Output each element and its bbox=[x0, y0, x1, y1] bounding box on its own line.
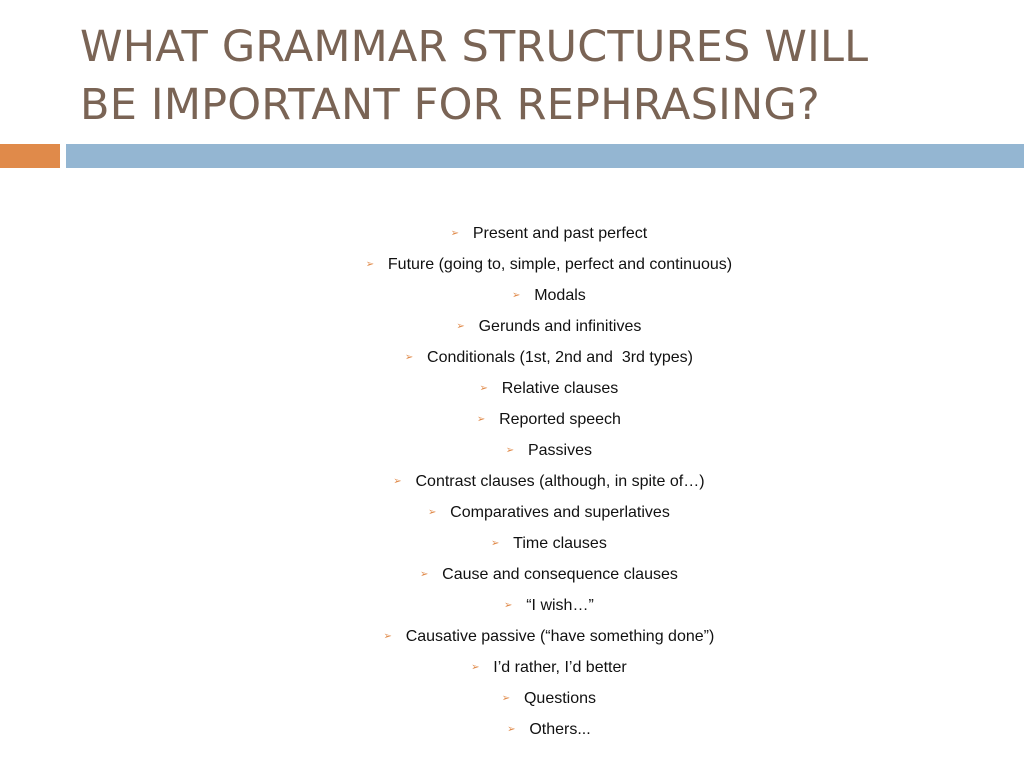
list-item bbox=[60, 404, 1024, 435]
list-item bbox=[60, 528, 1024, 559]
list-item bbox=[60, 683, 1024, 714]
list-item bbox=[60, 280, 1024, 311]
list-item-text: Present and past perfect bbox=[472, 224, 648, 242]
arrowhead-bullet-icon: ➢ bbox=[505, 444, 515, 456]
list-item-text: Questions bbox=[523, 689, 597, 707]
list-item bbox=[60, 497, 1024, 528]
arrowhead-bullet-icon: ➢ bbox=[383, 630, 392, 642]
list-item-text: Passives bbox=[527, 441, 593, 459]
list-item bbox=[60, 373, 1024, 404]
grammar-structures-list bbox=[60, 218, 1024, 745]
list-item-text: Reported speech bbox=[499, 410, 621, 428]
list-item bbox=[60, 435, 1024, 466]
arrowhead-bullet-icon: ➢ bbox=[471, 661, 480, 673]
list-item-text: Time clauses bbox=[513, 534, 607, 552]
list-item-text: Others... bbox=[529, 720, 591, 738]
list-item-text: Comparatives and superlatives bbox=[450, 503, 670, 521]
list-item-text: Gerunds and infinitives bbox=[478, 317, 642, 335]
arrowhead-bullet-icon: ➢ bbox=[427, 506, 437, 518]
arrowhead-bullet-icon: ➢ bbox=[450, 227, 460, 239]
arrowhead-bullet-icon: ➢ bbox=[393, 475, 402, 487]
list-item bbox=[60, 249, 1024, 280]
slide-title-line-1: WHAT GRAMMAR STRUCTURES WILL bbox=[80, 22, 869, 72]
arrowhead-bullet-icon: ➢ bbox=[456, 320, 465, 332]
slide-title bbox=[80, 18, 1000, 134]
list-item-text: Future (going to, simple, perfect and continuous) bbox=[387, 255, 733, 273]
arrowhead-bullet-icon: ➢ bbox=[365, 258, 375, 270]
arrowhead-bullet-icon: ➢ bbox=[479, 382, 488, 394]
accent-bar-orange bbox=[0, 144, 60, 168]
arrowhead-bullet-icon: ➢ bbox=[507, 723, 516, 735]
list-item bbox=[60, 342, 1024, 373]
list-item bbox=[60, 466, 1024, 497]
list-item bbox=[60, 218, 1024, 249]
arrowhead-bullet-icon: ➢ bbox=[419, 568, 429, 580]
list-item bbox=[60, 652, 1024, 683]
list-item bbox=[60, 714, 1024, 745]
list-item-text: Modals bbox=[534, 286, 586, 304]
list-item-text: Conditionals (1st, 2nd and 3rd types) bbox=[427, 348, 693, 366]
list-item-text: Causative passive (“have something done”) bbox=[405, 627, 715, 645]
list-item-text: “I wish…” bbox=[526, 596, 594, 614]
arrowhead-bullet-icon: ➢ bbox=[512, 289, 521, 301]
list-item bbox=[60, 621, 1024, 652]
arrowhead-bullet-icon: ➢ bbox=[501, 692, 511, 704]
list-item bbox=[60, 590, 1024, 621]
list-item-text: Contrast clauses (although, in spite of…) bbox=[415, 472, 705, 490]
list-item bbox=[60, 311, 1024, 342]
arrowhead-bullet-icon: ➢ bbox=[504, 599, 513, 611]
list-item bbox=[60, 559, 1024, 590]
slide-title-line-2: BE IMPORTANT FOR REPHRASING? bbox=[80, 80, 820, 130]
arrowhead-bullet-icon: ➢ bbox=[476, 413, 486, 425]
list-item-text: Cause and consequence clauses bbox=[442, 565, 678, 583]
arrowhead-bullet-icon: ➢ bbox=[404, 351, 414, 363]
list-item-text: I’d rather, I’d better bbox=[493, 658, 627, 676]
arrowhead-bullet-icon: ➢ bbox=[490, 537, 500, 549]
list-item-text: Relative clauses bbox=[501, 379, 619, 397]
accent-bar-blue bbox=[66, 144, 1024, 168]
